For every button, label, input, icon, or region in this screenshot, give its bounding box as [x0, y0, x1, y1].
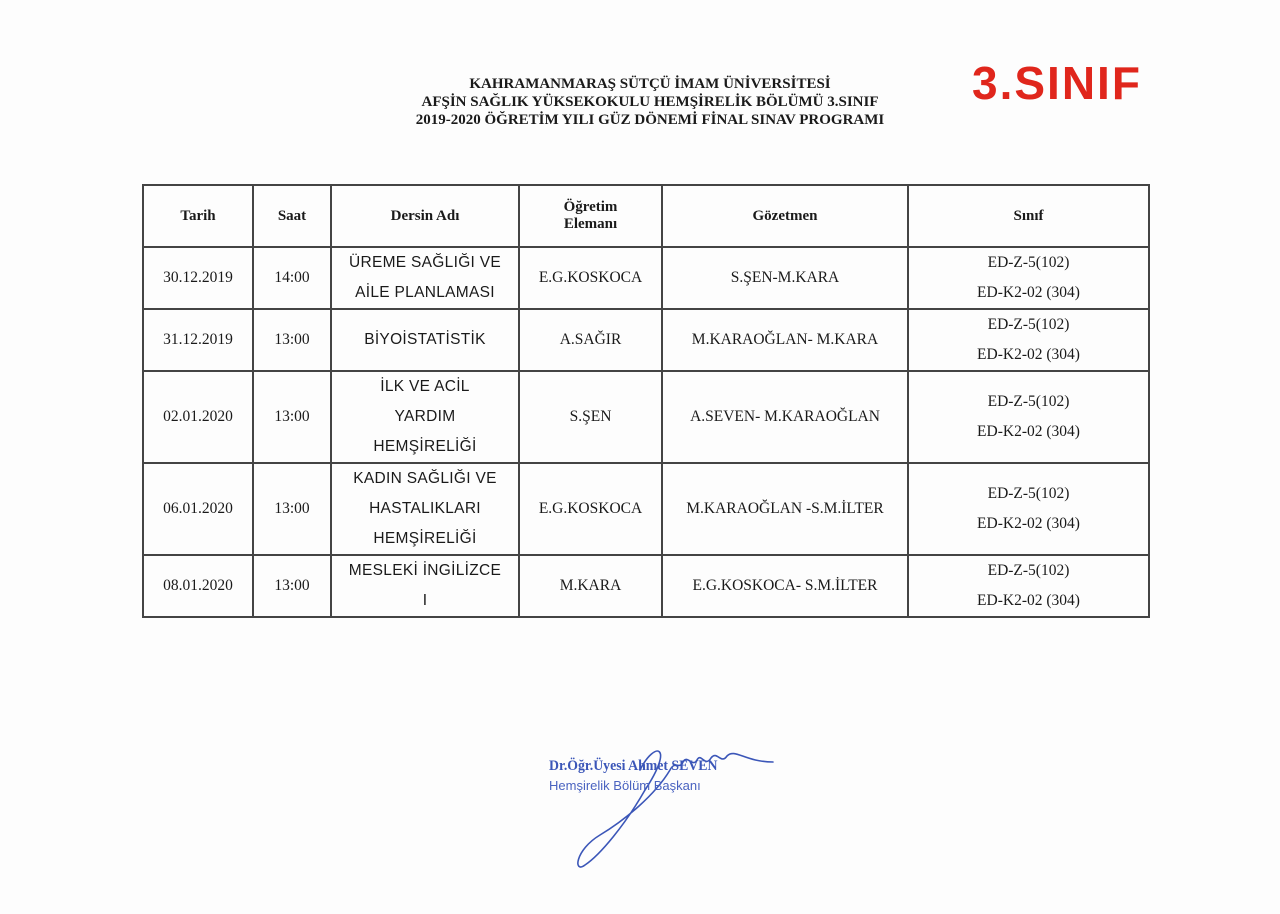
- column-header-teacher-line1: Öğretim: [563, 199, 618, 215]
- room-code: ED-Z-5(102): [987, 485, 1070, 502]
- table-header-row: [143, 185, 1149, 247]
- column-header-teacher-line2: Elemanı: [563, 216, 618, 232]
- instructor: S.ŞEN: [519, 371, 662, 463]
- column-header-proctor: Gözetmen: [662, 185, 908, 247]
- room-code: ED-K2-02 (304): [977, 592, 1080, 609]
- course-name-line: HEMŞİRELİĞİ: [373, 438, 477, 455]
- exam-date: 30.12.2019: [143, 247, 253, 309]
- instructor: E.G.KOSKOCA: [519, 463, 662, 555]
- column-header-course: Dersin Adı: [331, 185, 519, 247]
- exam-time: 13:00: [253, 463, 331, 555]
- table-row: [143, 555, 1149, 617]
- exam-date: 06.01.2020: [143, 463, 253, 555]
- exam-rooms: [908, 309, 1149, 371]
- exam-date: 08.01.2020: [143, 555, 253, 617]
- exam-rooms: [908, 371, 1149, 463]
- instructor: E.G.KOSKOCA: [519, 247, 662, 309]
- document-header: [300, 75, 1000, 129]
- proctor: M.KARAOĞLAN -S.M.İLTER: [662, 463, 908, 555]
- table-row: [143, 463, 1149, 555]
- exam-date: 31.12.2019: [143, 309, 253, 371]
- course-name-line: İLK VE ACİL: [380, 378, 470, 395]
- room-code: ED-Z-5(102): [987, 562, 1070, 579]
- proctor: E.G.KOSKOCA- S.M.İLTER: [662, 555, 908, 617]
- course-name-line: HASTALIKLARI: [369, 500, 481, 517]
- signature-block: [545, 750, 795, 880]
- exam-time: 14:00: [253, 247, 331, 309]
- room-code: ED-K2-02 (304): [977, 515, 1080, 532]
- table-row: [143, 309, 1149, 371]
- exam-program-title: 2019-2020 ÖĞRETİM YILI GÜZ DÖNEMİ FİNAL SINAV PROGRAMI: [415, 112, 885, 128]
- room-code: ED-Z-5(102): [987, 393, 1070, 410]
- course-name: [331, 247, 519, 309]
- exam-time: 13:00: [253, 371, 331, 463]
- course-name-line: ÜREME SAĞLIĞI VE: [348, 254, 502, 271]
- column-header-date: Tarih: [143, 185, 253, 247]
- exam-rooms: [908, 555, 1149, 617]
- exam-time: 13:00: [253, 555, 331, 617]
- course-name-line: MESLEKİ İNGİLİZCE: [348, 562, 502, 579]
- proctor: S.ŞEN-M.KARA: [662, 247, 908, 309]
- course-name-line: YARDIM: [394, 408, 456, 425]
- room-code: ED-Z-5(102): [987, 316, 1070, 333]
- table-row: [143, 371, 1149, 463]
- room-code: ED-K2-02 (304): [977, 346, 1080, 363]
- course-name-line: HEMŞİRELİĞİ: [373, 530, 477, 547]
- column-header-time: Saat: [253, 185, 331, 247]
- signatory-title: Hemşirelik Bölüm Başkanı: [549, 778, 701, 793]
- department-name: AFŞİN SAĞLIK YÜKSEKOKULU HEMŞİRELİK BÖLÜMÜ 3.SINIF: [421, 94, 879, 110]
- table-row: [143, 247, 1149, 309]
- course-name-line: I: [422, 592, 428, 609]
- exam-time: 13:00: [253, 309, 331, 371]
- course-name: [331, 555, 519, 617]
- room-code: ED-K2-02 (304): [977, 423, 1080, 440]
- instructor: A.SAĞIR: [519, 309, 662, 371]
- exam-schedule-table: [142, 184, 1150, 618]
- proctor: A.SEVEN- M.KARAOĞLAN: [662, 371, 908, 463]
- exam-rooms: [908, 463, 1149, 555]
- room-code: ED-K2-02 (304): [977, 284, 1080, 301]
- course-name-line: KADIN SAĞLIĞI VE: [353, 470, 497, 487]
- signatory-name: Dr.Öğr.Üyesi Ahmet SEVEN: [549, 758, 718, 774]
- proctor: M.KARAOĞLAN- M.KARA: [662, 309, 908, 371]
- instructor: M.KARA: [519, 555, 662, 617]
- course-name-line: AİLE PLANLAMASI: [355, 284, 495, 301]
- column-header-teacher: [519, 185, 662, 247]
- course-name: [331, 371, 519, 463]
- course-name: [331, 309, 519, 371]
- course-name-line: BİYOİSTATİSTİK: [364, 331, 486, 348]
- exam-rooms: [908, 247, 1149, 309]
- class-label: 3.SINIF: [972, 57, 1142, 109]
- university-name: KAHRAMANMARAŞ SÜTÇÜ İMAM ÜNİVERSİTESİ: [469, 76, 831, 92]
- course-name: [331, 463, 519, 555]
- exam-date: 02.01.2020: [143, 371, 253, 463]
- column-header-room: Sınıf: [908, 185, 1149, 247]
- room-code: ED-Z-5(102): [987, 254, 1070, 271]
